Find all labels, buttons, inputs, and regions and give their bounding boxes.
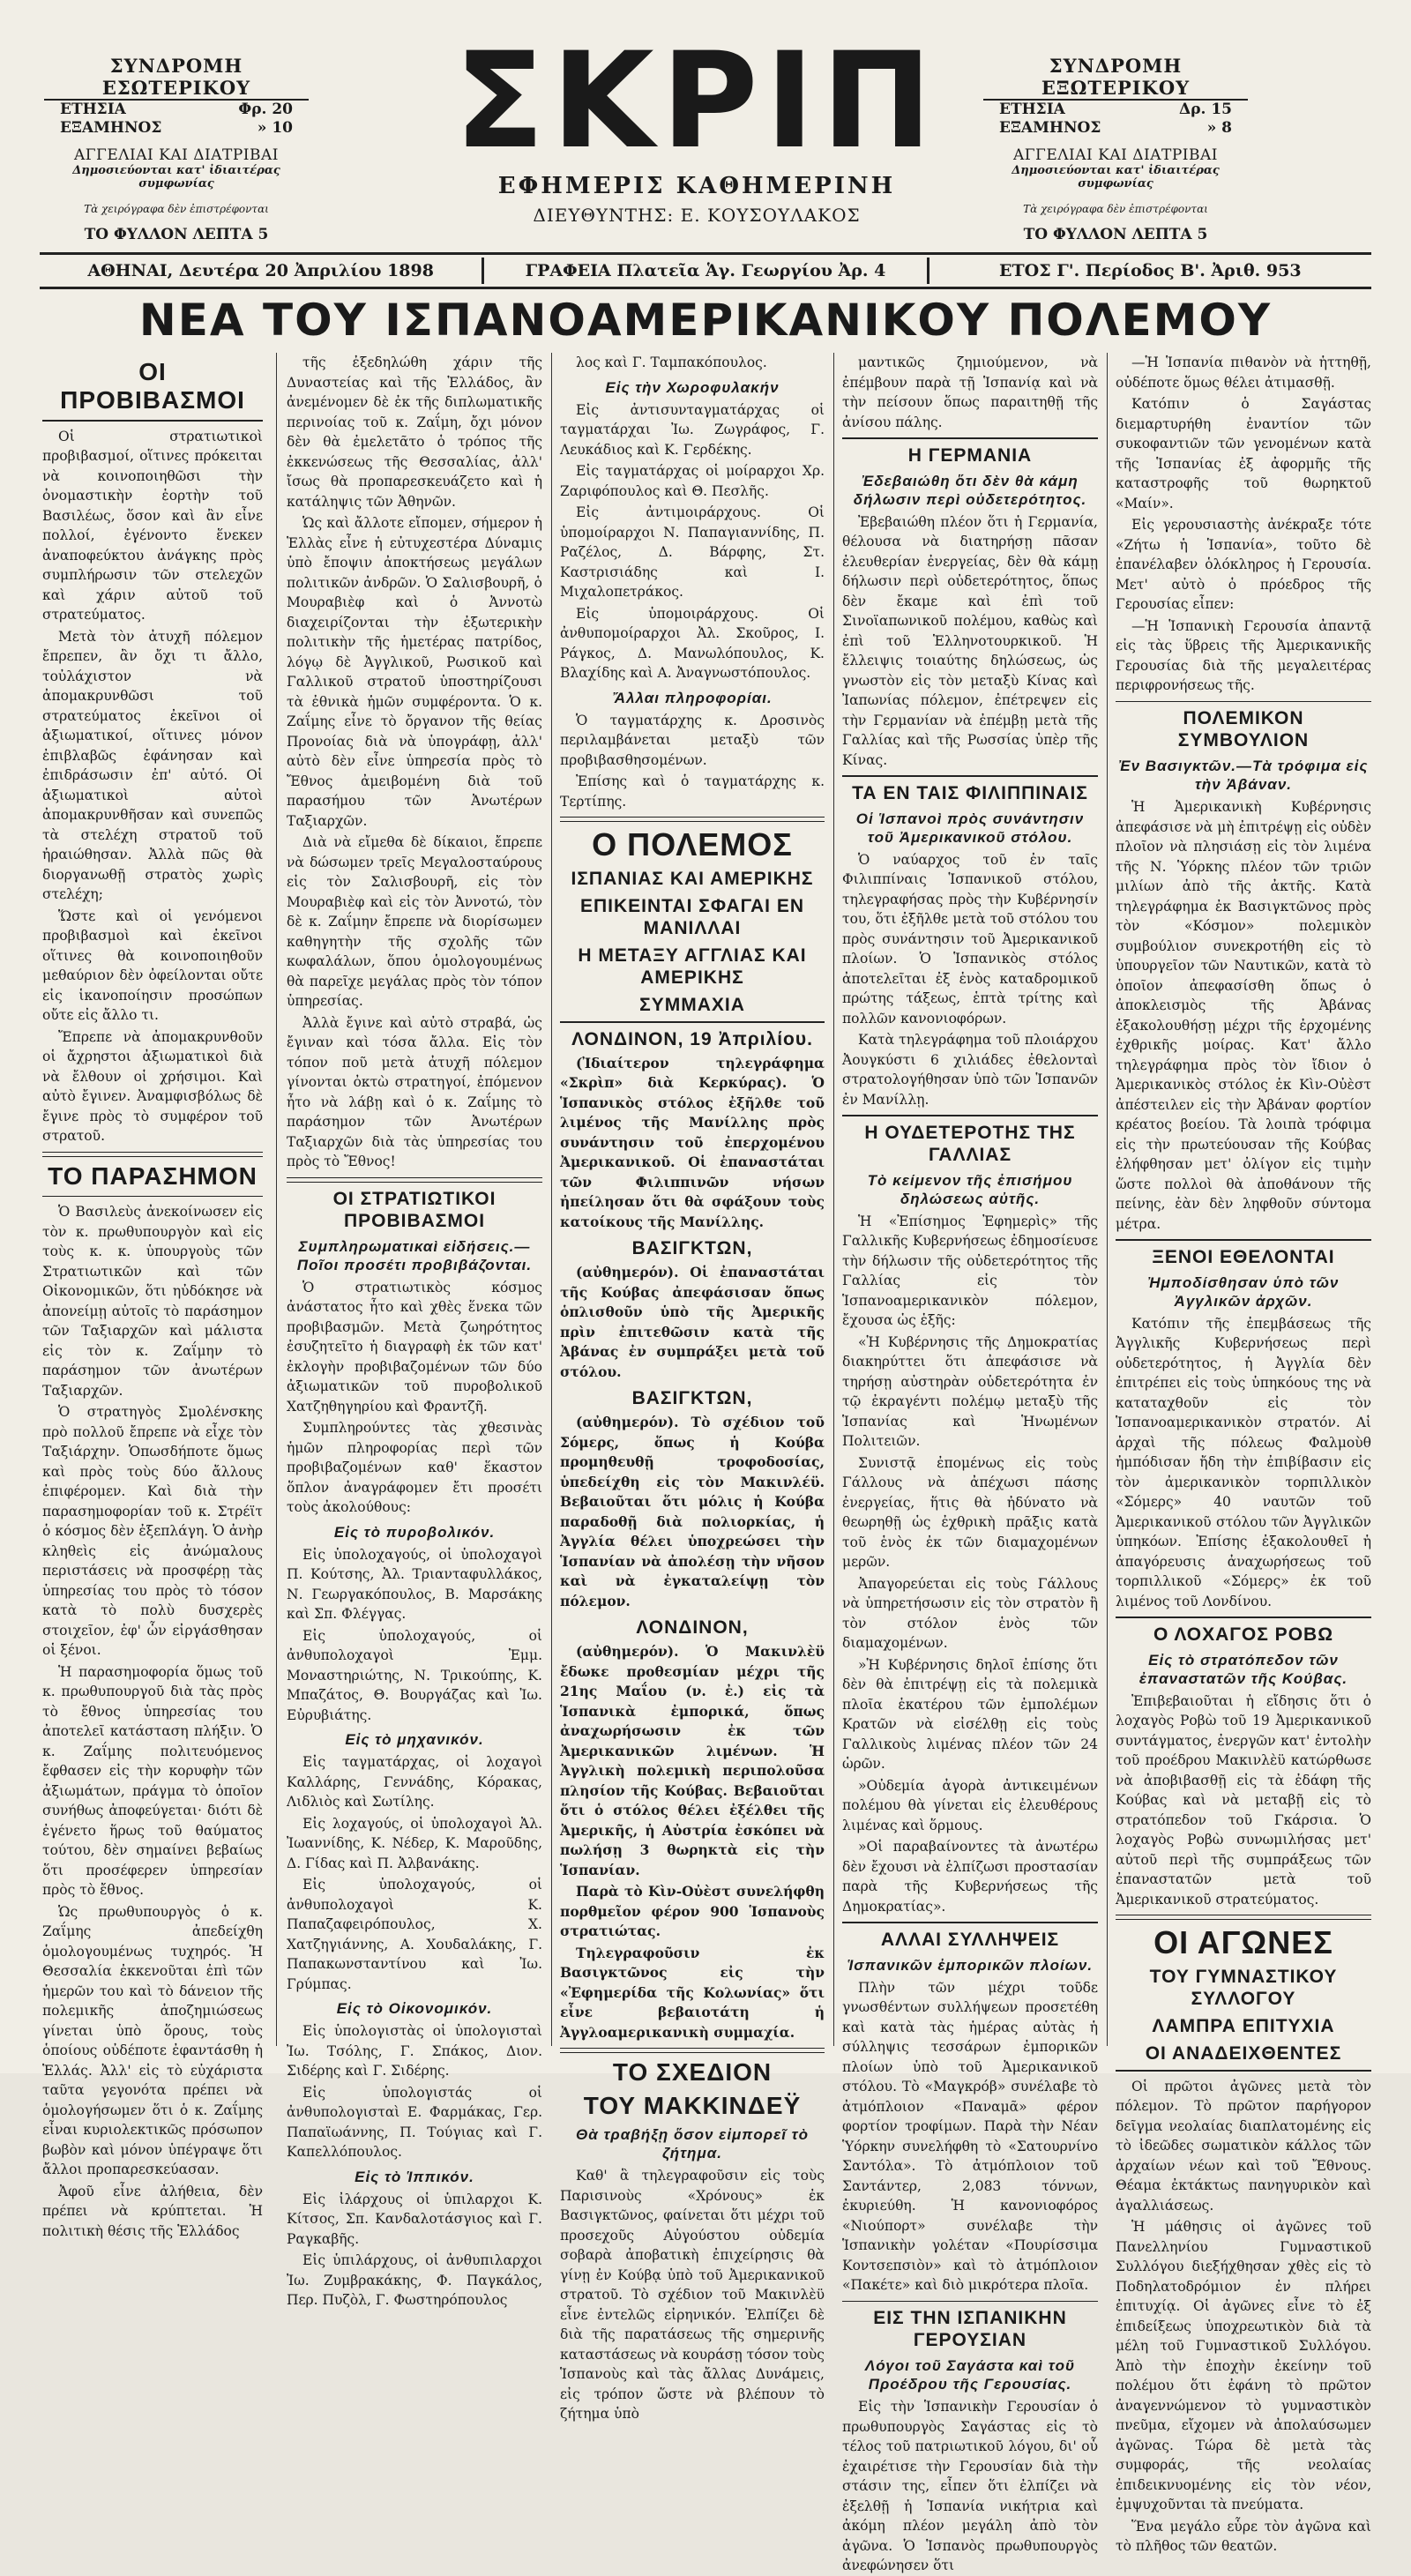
- article-paragraph: Εἰς ὑπολοχαγούς, οἱ ὑπολοχαγοὶ Π. Κούτσης, Ἀλ. Τριανταφυλλάκος, Ν. Γεωργακόπουλος, Β. Μαρσάκης καὶ Σπ. Φλέγγας.: [287, 1546, 542, 1622]
- subscription-box-foreign: [983, 55, 1248, 243]
- article-paragraph: Εἰς ταγματάρχας, οἱ λοχαγοὶ Καλλάρης, Γεννάδης, Κόρακας, Λιδλιὸς καὶ Σωτίλης.: [287, 1754, 542, 1810]
- headline-alliance: Η ΜΕΤΑΞΥ ΑΓΓΛΙΑΣ ΚΑΙ ΑΜΕΡΙΚΗΣ: [578, 945, 807, 988]
- article-paragraph: Παρὰ τὸ Κὶν-Οὐὲστ συνελήφθη πορθμεῖον φέρον 900 Ἱσπανοὺς στρατιώτας.: [560, 1883, 825, 1939]
- article-paragraph: Κατὰ τηλεγράφημα τοῦ πλοιάρχου Ἀουγκύστι 6 χιλιάδες ἐθελονταὶ στρατολογήθησαν ὑπὸ τῶν Ἱσπανῶν ἐν Μανίλλῃ.: [842, 1032, 1098, 1108]
- divider: [842, 775, 1098, 777]
- article-paragraph: Ἐπίσης καὶ ὁ ταγματάρχης κ. Τερτίπης.: [560, 773, 825, 810]
- column-rule: [276, 353, 277, 2046]
- article-paragraph: Μετὰ τὸν ἀτυχῆ πόλεμον ἔπρεπεν, ἂν ὄχι τι ἄλλο, τοὐλάχιστον νὰ ἀπομακρυνθῶσι τοῦ στρατεύματος ἐκεῖνοι οἱ ἀξιωματικοί, οἵτινες μόνον ἐπιβλαβῶς ἐφάνησαν καὶ ἐπιδράσωσιν ἐπ' αὐτό. Οἱ ἀξιωματικοὶ αὐτοὶ ἀπομακρυνθῆσαν καὶ συνεπῶς τὰ στελέχη στρατοῦ τοῦ ἠραιώθησαν. Ἀλλὰ πῶς θὰ διοργανωθῇ στρατὸς χωρὶς στελέχη;: [42, 628, 263, 902]
- column-1: [42, 353, 263, 2239]
- subheadline: Τὸ κείμενον τῆς ἐπισήμου δηλώσεως αὐτῆς.: [867, 1171, 1073, 1207]
- subscription-row: ΕΤΗΣΙΑ Δρ. 15: [999, 101, 1232, 118]
- article-paragraph: Ἀπαγορεύεται εἰς τοὺς Γάλλους νὰ ὑπηρετήσωσιν εἰς τὸν στρατὸν ἢ τὸν στόλον ἑνὸς τῶν διαμαχομένων.: [842, 1575, 1098, 1651]
- section-label: Εἰς τὴν Χωροφυλακήν: [605, 378, 780, 396]
- section-label: Ἄλλαι πληροφορίαι.: [612, 689, 773, 706]
- column-rule: [1107, 353, 1108, 2046]
- article-paragraph: (Ἰδιαίτερον τηλεγράφημα «Σκρὶπ» διὰ Κερκύρας). Ὁ Ἱσπανικὸς στόλος ἐξῆλθε τοῦ λιμένος τῆς Μανίλλης πρὸς συνάντησιν τοῦ ἐπερχομένου Ἀμερικανικοῦ. Οἱ ἐπαναστάται τῶν Φιλιππινῶν νήσων ἠπείλησαν ὅτι θὰ σφάξουν τοὺς κατοίκους τῆς Μανίλλης.: [560, 1054, 825, 1230]
- article-paragraph: μαντικῶς ζημιούμενον, νὰ ἐπέμβουν παρὰ τῇ Ἱσπανίᾳ καὶ νὰ τὴν πείσουν ὅπως παραιτηθῇ τῆς ἀνίσου πάλης.: [842, 355, 1098, 430]
- headline-promotions: ΟΙ ΠΡΟΒΙΒΑΣΜΟΙ: [60, 358, 245, 414]
- headline-brilliant-success: ΛΑΜΠΡΑ ΕΠΙΤΥΧΙΑ: [1152, 2016, 1335, 2036]
- article-paragraph: Εἰς ὑπολογιστάς οἱ ἀνθυπολογισταὶ Ε. Φαρμάκας, Γερ. Παπαϊωάννης, Π. Τούγιας καὶ Γ. Καπελλόπουλος.: [287, 2084, 542, 2160]
- divider: [842, 1922, 1098, 1923]
- article-paragraph: Ὁ στρατηγὸς Σμολένσκης πρὸ πολλοῦ ἔπρεπε νὰ εἶχε τὸν Ταξιάρχην. Ὁπωσδήποτε ὅμως καὶ πρὸς τοὺς δύο ἄλλους ἐπιφέρομεν. Καὶ διὰ τὴν παρασημοφορίαν τοῦ κ. Στρέϊτ ὁ κόσμος δὲν ἐξεπλάγη. Ὁ ἀνὴρ κληθεὶς εἰς ἀνώμαλους περιστάσεις νὰ προσφέρῃ τὰς ὑπηρεσίας του πρὸς τὸ τόσον κατὰ τὸ πολὺ δυσχερὲς στοιχεῖον, ἐφ' ὧν εἰργάσθησαν οἱ ξένοι.: [42, 1404, 263, 1658]
- column-5: [1116, 353, 1371, 2554]
- article-paragraph: Ἀλλὰ ἔγινε καὶ αὐτὸ στραβά, ὡς ἔγιναν καὶ τόσα ἄλλα. Εἰς τὸν τόπον ποῦ μετὰ ἀτυχῆ πόλεμον γίνονται ὀκτὼ στρατηγοί, ἐπόμενον ἦτο νὰ λάβῃ καὶ ὁ κ. Ζαΐμης τὸ παράσημον τῶν Ἀνωτέρων Ταξιαρχῶν διὰ τὰς ὑπηρεσίας του πρὸς τὸ Ἔθνος!: [287, 1014, 542, 1169]
- article-paragraph: Διὰ νὰ εἴμεθα δὲ δίκαιοι, ἔπρεπε νὰ δώσωμεν τρεῖς Μεγαλοσταύρους εἰς τὸν Σαλισβουρῆ, εἰς τὸν Μουραβιὲφ καὶ εἰς τὸν Ἀννοτώ, τὸν δὲ κ. Ζαΐμην ἔπρεπε νὰ διορίσωμεν καθηγητὴν τῆς σχολῆς τῶν κωφαλάλων, ὅπου ὁμολογουμένως θὰ παρεῖχε μεγάλας πρὸς τὸν τόπον ὑπηρεσίας.: [287, 834, 542, 1009]
- section-label: Εἰς τὸ πυροβολικόν.: [333, 1523, 496, 1541]
- article-paragraph: »Οὐδεμία ἀγορὰ ἀντικειμένων πολέμου θὰ γίνεται εἰς ἐλευθέρους λιμένας καὶ ὅρμους.: [842, 1777, 1098, 1833]
- article-paragraph: Ἀφοῦ εἶνε ἀλήθεια, δὲν πρέπει νὰ κρύπτεται. Ἡ πολιτικὴ θέσις τῆς Ἑλλάδος: [42, 2183, 263, 2239]
- newspaper-title: ΣΚΡΙΠ: [454, 25, 939, 178]
- article-paragraph: (αὐθημερόν). Οἱ ἐπαναστάται τῆς Κούβας ἀπεφάσισαν ὅπως ὁπλισθοῦν ὑπὸ τῆς Ἀμερικῆς πρὶν ἐπιτεθῶσιν κατὰ τῆς Ἀβάνας ἐν συμπράξει μετὰ τοῦ στόλου.: [560, 1264, 825, 1380]
- article-paragraph: «Ἡ Κυβέρνησις τῆς Δημοκρατίας διακηρύττει ὅτι ἀπεφάσισε νὰ τηρήσῃ αὐστηρὰν οὐδετερότητα ἐν τῷ ἐκραγέντι πολέμῳ μεταξὺ τῆς Ἱσπανίας καὶ Ἡνωμένων Πολιτειῶν.: [842, 1333, 1098, 1449]
- article-paragraph: Ὥστε καὶ οἱ γενόμενοι προβιβασμοὶ καὶ ἐκεῖνοι οἵτινες θὰ κοινοποιηθοῦν μεθαύριον δὲν ὀφείλονται οὔτε εἰς ἱκανοποίησιν προσώπων οὔτε εἰς ἄλλο τι.: [42, 907, 263, 1023]
- headline-france-neutrality: Η ΟΥΔΕΤΕΡΟΤΗΣ ΤΗΣ ΓΑΛΛΙΑΣ: [864, 1122, 1076, 1165]
- headline-manila: ΕΠΙΚΕΙΝΤΑΙ ΣΦΑΓΑΙ ΕΝ ΜΑΝΙΛΛΑΙ: [579, 896, 805, 938]
- article-paragraph: λος καὶ Γ. Ταμπακόπουλος.: [576, 355, 767, 370]
- headline-decoration: ΤΟ ΠΑΡΑΣΗΜΟΝ: [48, 1161, 258, 1190]
- ads-heading: ΑΓΓΕΛΙΑΙ ΚΑΙ ΔΙΑΤΡΙΒΑΙ: [1012, 146, 1218, 164]
- article-paragraph: Ὡς καὶ ἄλλοτε εἴπομεν, σήμερον ἡ Ἑλλὰς εἶνε ἡ εὐτυχεστέρα Δύναμις ὑπὸ ἔποψιν ἀποκτήσεως μεγάλων πολιτικῶν ἀνδρῶν. Ὁ Σαλισβουρῆ, ὁ Μουραβιὲφ καὶ ὁ Ἀννοτὼ διαχειρίζονται τὴν ἐξωτερικὴν πολιτικὴν τῆς ἡμετέρας πατρίδος, λόγῳ δὲ Ἀγγλικοῦ, Ρωσικοῦ καὶ Γαλλικοῦ στρατοῦ ὑποστηρίζουσι τὰ ἐθνικὰ ἡμῶν συμφέροντα. Ὁ κ. Ζαΐμης εἶνε τὸ ὄργανον τῆς θείας Προνοίας διὰ νὰ ὑπογράφῃ, ἀλλ' αὐτὸ δὲν εἶνε ὑπηρεσία πρὸς τὸ Ἔθνος ἀμειβομένη διὰ τοῦ παρασήμου τῶν Ἀνωτέρων Ταξιαρχῶν.: [287, 515, 542, 829]
- article-paragraph: Συμπληρούντες τὰς χθεσινὰς ἡμῶν πληροφορίας περὶ τῶν προβιβαζομένων καθ' ἕκαστον ὅπλον ἀναγράφομεν ἔτι προσέτι τοὺς ἀκολούθους:: [287, 1420, 542, 1515]
- headline-military-promotions: ΟΙ ΣΤΡΑΤΙΩΤΙΚΟΙ ΠΡΟΒΙΒΑΣΜΟΙ: [332, 1188, 496, 1231]
- article-paragraph: —Ἡ Ἱσπανικὴ Γερουσία ἀπαντᾷ εἰς τὰς ὕβρεις τῆς Ἀμερικανικῆς Γερουσίας διὰ τῆς μεγαλειτέρας περιφρονήσεως τῆς.: [1116, 617, 1371, 693]
- subheadline: Ἐν Βασιγκτῶν.—Τὰ τρόφιμα εἰς τὴν Ἀβάναν.: [1118, 758, 1369, 793]
- headline-spanish-senate: ΕΙΣ ΤΗΝ ΙΣΠΑΝΙΚΗΝ ΓΕΡΟΥΣΙΑΝ: [873, 2308, 1067, 2350]
- article-paragraph: Εἰς ὑπολογιστὰς οἱ ὑπολογισταὶ Ἰω. Τσόλης, Γ. Σπάκος, Διον. Σιδέρης καὶ Γ. Σιδέρης.: [287, 2023, 542, 2079]
- article-paragraph: »Οἱ παραβαίνοντες τὰ ἀνωτέρω δὲν ἔχουσι νὰ ἐλπίζωσι προστασίαν παρὰ τῆς Κυβερνήσεως τῆς Δημοκρατίας».: [842, 1839, 1098, 1915]
- article-paragraph: Ἐπιβεβαιοῦται ἡ εἴδησις ὅτι ὁ λοχαγὸς Ροβὼ τοῦ 19 Ἀμερικανικοῦ συντάγματος, ἐνεργῶν κατ' ἐντολὴν τοῦ προέδρου Μακινλὲϋ κατώρθωσε νὰ ἀποβιβασθῇ εἰς τὰ ἐδάφη τῆς Κούβας καὶ νὰ μεταβῇ εἰς τὸ στρατόπεδον τοῦ Γκάρσια. Ὁ λοχαγὸς Ροβὼ συνωμιλήσας μετ' αὐτοῦ περὶ τῆς συμπράξεως τῶν ἐπαναστατῶν μετὰ τοῦ Ἀμερικανικοῦ στρατεύματος.: [1116, 1692, 1371, 1908]
- article-paragraph: Κατόπιν τῆς ἐπεμβάσεως τῆς Ἀγγλικῆς Κυβερνήσεως περὶ οὐδετερότητος, ἡ Ἀγγλία δὲν ἐπιτρέπει εἰς τοὺς ὑπηκόους της νὰ καταταχθοῦν εἰς τὸν Ἱσπανοαμερικανικὸν στρατόν. Αἱ ἀρχαὶ τῆς πόλεως Φαλμοὺθ ἠμπόδισαν ἤδη τὴν ἐπιβίβασιν εἰς τὸν ἀμερικανικὸν τορπιλλικὸν «Σόμερς» 40 ναυτῶν τοῦ Ἀμερικανικοῦ στόλου τῶν Ἀγγλικῶν ὑπηκόων. Ἐπίσης ἐξακολουθεῖ ἡ ἀπαγόρευσις ἀναχωρήσεως τοῦ τορπιλλικοῦ «Σόμερς» ἐκ τοῦ λιμένος τοῦ Λονδίνου.: [1116, 1315, 1371, 1609]
- article-paragraph: Ὡς πρωθυπουργὸς ὁ κ. Ζαΐμης ἀπεδείχθη ὁμολογουμένως τυχηρός. Ἡ Θεσσαλία ἐκκενοῦται ἐπὶ τῶν ἡμερῶν του καὶ τὸ δάνειον τῆς πολεμικῆς ἀποζημιώσεως γίνεται ὑπὸ ὅρους, τοὺς ὁποίους οὐδέποτε ἐφαντάσθη ἡ Ἑλλάς. Ἀλλ' εἰς τὸ εὐχάριστα ταῦτα γεγονότα πρέπει νὰ ὁμολογήσωμεν ὅτι ὁ κ. Ζαΐμης εἶναι κυριολεκτικῶς πρόσωπον βωβὸν καὶ μόνον ὑπέγραψε ὅτι ἄλλοι προπαρεσκεύασαν.: [42, 1903, 263, 2177]
- divider: [560, 1021, 825, 1023]
- article-paragraph: Ὁ ταγματάρχης κ. Δροσινὸς περιλαμβάνεται μεταξὺ τῶν προβιβασθησομένων.: [560, 712, 825, 768]
- subscription-row: ΕΞΑΜΗΝΟΣ » 10: [60, 119, 293, 137]
- divider: [1116, 701, 1371, 703]
- column-rule: [551, 353, 552, 2046]
- subheadline: Θὰ τραβήξῃ ὅσον εἰμπορεῖ τὸ ζήτημα.: [576, 2126, 809, 2162]
- section-label: Εἰς τὸ μηχανικόν.: [345, 1731, 484, 1748]
- ads-heading: ΑΓΓΕΛΙΑΙ ΚΑΙ ΔΙΑΤΡΙΒΑΙ: [73, 146, 279, 164]
- article-paragraph: Ἔπρεπε νὰ ἀπομακρυνθοῦν οἱ ἄχρηστοι ἀξιωματικοὶ διὰ νὰ ἔλθουν οἱ χρήσιμοι. Καὶ αὐτὸ ἔγινεν. Ἀναμφισβόλως δὲ ἔγινε πρὸς τὸ συμφέρον τοῦ στρατοῦ.: [42, 1028, 263, 1144]
- article-paragraph: Ὁ Βασιλεὺς ἀνεκοίνωσεν εἰς τὸν κ. πρωθυπουργὸν καὶ εἰς τοὺς κ. κ. ὑπουργοὺς τῶν Στρατιωτικῶν καὶ τῶν Οἰκονομικῶν, ὅτι ηὐδόκησε νὰ ἀπονείμῃ αὐτοῖς τὸ παράσημον τῶν Ταξιαρχῶν καὶ μάλιστα εἰς τὸν κ. Ζαΐμην τὸ παράσημον τῶν ἀνωτέρων Ταξιαρχῶν.: [42, 1204, 263, 1399]
- headline-mckinley: ΤΟΥ ΜΑΚΚΙΝΔΕΫ: [583, 2092, 802, 2119]
- article-paragraph: Εἰς ὑπολοχαγούς, οἱ ἀνθυπολοχαγοὶ Ἐμμ. Μοναστηριώτης, Ν. Τρικούπης, Κ. Μπαζάτος, Θ. Βουργάζας καὶ Ἰω. Εὐρυβιάτης.: [287, 1627, 542, 1723]
- article-paragraph: Εἰς λοχαγούς, οἱ ὑπολοχαγοὶ Ἀλ. Ἰωαννίδης, Κ. Νέδερ, Κ. Μαροῦδης, Δ. Γίδας καὶ Π. Ἀλβανάκης.: [287, 1815, 542, 1871]
- article-paragraph: Ἡ μάθησις οἱ ἀγῶνες τοῦ Πανελληνίου Γυμναστικοῦ Συλλόγου διεξήχθησαν χθὲς εἰς τὸ Ποδηλατοδρόμιον ἐν πλήρει ἐπιτυχίᾳ. Οἱ ἀγῶνες εἶνε τὸ ἐξ ἐπιδείξεως ὑποχρεωτικὸν διὰ τὰ μέλη τοῦ Γυμναστικοῦ Συλλόγου. Ἀπὸ τὴν ἐποχὴν ἐκείνην τοῦ πολέμου ὅτι ἐφάνη τὸ πρῶτον ἀναγεννώμενον τὸ γυμναστικὸν πνεῦμα, εἴχομεν νὰ ἀπολαύσωμεν ἀγῶνας. Τώρα δὲ μετὰ τὰς συμφοράς, τῆς νεολαίας ἐπιδεικνυομένης εἰς τὸν νέον, ἐμψυχοῦνται τὰ πνεύματα.: [1116, 2219, 1371, 2513]
- column-3: [560, 353, 825, 2422]
- divider: [42, 1196, 263, 1198]
- divider: [842, 437, 1098, 439]
- divider: [560, 2048, 825, 2053]
- article-paragraph: »Ἡ Κυβέρνησις δηλοῖ ἐπίσης ὅτι δὲν θὰ ἐπιτρέψῃ εἰς τὰ πολεμικὰ πλοῖα ἑκατέρου τῶν ἐμπολέμων Κρατῶν νὰ εἰσέλθῃ εἰς τοὺς Γαλλικοὺς λιμένας πλέον τῶν 24 ὡρῶν.: [842, 1656, 1098, 1772]
- subheadline: Λόγοι τοῦ Σαγάστα καὶ τοῦ Προέδρου τῆς Γερουσίας.: [864, 2357, 1076, 2393]
- issue-price: ΤΟ ΦΥΛΛΟΝ ΛΕΠΤΑ 5: [1023, 226, 1208, 243]
- article-paragraph: Ἐβεβαιώθη πλέον ὅτι ἡ Γερμανία, θέλουσα νὰ διατηρήσῃ πᾶσαν ἐλευθερίαν ἐνεργείας, δὲν θὰ κάμῃ δήλωσιν περὶ οὐδετερότητος, ὅπως δὲν ἔκαμε καὶ ἐπὶ τοῦ Σινοϊαπωνικοῦ πολέμου, καθὼς καὶ ἐπὶ τοῦ Ἑλληνοτουρκικοῦ. Ἡ ἔλλειψις τοιαύτης δηλώσεως, ὡς γνωστὸν εἰς τὸν μεταξὺ Κίνας καὶ Ἰαπωνίας πόλεμον, ἐπέτρεψεν εἰς τὴν Γερμανίαν νὰ ἐπέμβῃ μετὰ τῆς Γαλλίας καὶ τῆς Ρωσσίας ὑπὲρ τῆς Κίνας.: [842, 513, 1098, 768]
- article-paragraph: Οἱ πρῶτοι ἀγῶνες μετὰ τὸν πόλεμον. Τὸ πρῶτον παρήγορον δεῖγμα νεολαίας διαπλατομένης εἰς τὸ ἰδεῶδες σωματικὸν κάλλος τῶν ἀρχαίων νέων καὶ τοῦ Ἔθνους. Θέαμα ἐκτάκτως πανηγυρικὸν καὶ ἀγαλλιάσεως.: [1116, 2078, 1371, 2214]
- headline-winners: ΟΙ ΑΝΑΔΕΙΧΘΕΝΤΕΣ: [1145, 2043, 1342, 2064]
- article-paragraph: Οἱ στρατιωτικοὶ προβιβασμοί, οἵτινες πρόκειται νὰ κοινοποιηθῶσι τὴν ὀνομαστικὴν ἑορτὴν τοῦ Βασιλέως, ὅσον καὶ ἂν εἶνε πολλοί, ἐγένοντο ἕνεκεν ἀναποφεύκτου ἀνάγκης πρὸς συμπλήρωσιν τῶν στελεχῶν καὶ χάριν αὐτοῦ τοῦ στρατεύματος.: [42, 428, 263, 623]
- divider: [1116, 1617, 1371, 1618]
- subscription-row: ΕΤΗΣΙΑ Φρ. 20: [60, 101, 293, 118]
- issue-number: ΕΤΟΣ Γ'. Περίοδος Β'. Ἀριθ. 953: [999, 261, 1302, 280]
- headline-the-games: ΟΙ ΑΓΩΝΕΣ: [1153, 1924, 1333, 1960]
- front-page-banner: ΝΕΑ ΤΟΥ ΙΣΠΑΝΟΑΜΕΡΙΚΑΝΙΚΟΥ ΠΟΛΕΜΟΥ: [138, 295, 1273, 346]
- headline-plan: ΤΟ ΣΧΕΔΙΟΝ: [612, 2058, 773, 2086]
- article-paragraph: Κατόπιν ὁ Σαγάστας διεμαρτυρήθη ἐναντίον τῶν συκοφαντιῶν τῶν γενομένων κατὰ τῆς Ἱσπανίας ἐξ ἀφορμῆς τῆς καταστροφῆς τοῦ θωρηκτοῦ «Μαίν».: [1116, 396, 1371, 511]
- subscription-title: ΣΥΝΔΡΟΜΗ ΕΣΩΤΕΡΙΚΟΥ: [44, 55, 309, 101]
- subheadline: Οἱ Ἱσπανοὶ πρὸς συνάντησιν τοῦ Ἀμερικανικοῦ στόλου.: [855, 810, 1085, 846]
- article-paragraph: (αὐθημερόν). Τὸ σχέδιον τοῦ Σόμερς, ὅπως ἡ Κούβα προμηθευθῇ τροφοδοσίας, ὑπεδείχθη εἰς τὸν Μακινλέϋ. Βεβαιοῦται ὅτι μόλις ἡ Κούβα παραδοθῇ διὰ πολιορκίας, ἡ Ἀγγλία θέλει ὑποχρεώσει τὴν Ἱσπανίαν νὰ ἀπολέσῃ τὴν νῆσον καὶ νὰ ἐγκαταλείψῃ τὸν πόλεμον.: [560, 1414, 825, 1609]
- article-paragraph: Εἰς γερουσιαστὴς ἀνέκραξε τότε «Ζήτω ἡ Ἱσπανία», τοῦτο δὲ ἐπανέλαβεν ὁλόκληρος ἡ Γερουσία. Μετ' αὐτὸ ὁ πρόεδρος τῆς Γερουσίας εἶπεν:: [1116, 517, 1371, 612]
- article-paragraph: Εἰς ὑπιλάρχους, οἱ ἀνθυπιλαρχοι Ἰω. Ζυμβρακάκης, Φ. Παγκάλος, Περ. Πυζὸλ, Γ. Φωστηρόπουλος: [287, 2252, 542, 2308]
- subscription-title: ΣΥΝΔΡΟΜΗ ΕΞΩΤΕΡΙΚΟΥ: [983, 55, 1248, 101]
- article-paragraph: Συνιστᾷ ἐπομένως εἰς τοὺς Γάλλους νὰ ἀπέχωσι πάσης ἐνεργείας, ἥτις θὰ ἠδύνατο νὰ θεωρηθῇ ὡς ἐχθρικὴ πρᾶξις κατὰ τοῦ ἑνὸς ἐκ τῶν διαμαχομένων μερῶν.: [842, 1454, 1098, 1570]
- dispatch-dateline: ΒΑΣΙΓΚΤΩΝ,: [631, 1388, 753, 1408]
- subheadline: Ἐδεβαιώθη ὅτι δὲν θὰ κάμη δήλωσιν περὶ οὐδετερότητος.: [853, 472, 1087, 508]
- headline-other-captures: ΑΛΛΑΙ ΣΥΛΛΗΨΕΙΣ: [880, 1929, 1060, 1950]
- masthead: [379, 25, 1014, 226]
- column-4: [842, 353, 1098, 2573]
- divider: [42, 1152, 263, 1157]
- subheadline: Συμπληρωματικαὶ εἰδήσεις.—Ποῖοι προσέτι προβιβάζονται.: [296, 1237, 533, 1273]
- manuscripts-note: Τὰ χειρόγραφα δὲν ἐπιστρέφονται: [84, 203, 269, 215]
- article-paragraph: Ἡ «Ἐπίσημος Ἐφημερὶς» τῆς Γαλλικῆς Κυβερνήσεως ἐδημοσίευσε τὴν δήλωσιν τῆς οὐδετερότητος τῆς Γαλλίας εἰς τὸν Ἱσπανοαμερικανικὸν πόλεμον, ἔχουσα ὡς ἑξῆς:: [842, 1213, 1098, 1328]
- article-paragraph: Εἰς ὑπομοιράρχους. Οἱ ἀνθυπομοίραρχοι Ἀλ. Σκοῦρος, Ι. Ράγκος, Δ. Μανωλόπουλος, Κ. Βλαχίδης καὶ Α. Ἀναγνωστόπουλος.: [560, 605, 825, 681]
- headline-philippines: ΤΑ ΕΝ ΤΑΙΣ ΦΙΛΙΠΠΙΝΑΙΣ: [852, 782, 1088, 803]
- dispatch-dateline: ΛΟΝΔΙΝΟΝ,: [636, 1617, 749, 1638]
- divider: [42, 420, 263, 422]
- issue-date: ΑΘΗΝΑΙ, Δευτέρα 20 Ἀπριλίου 1898: [87, 261, 434, 280]
- subheadline: Ἠμποδίσθησαν ὑπὸ τῶν Ἀγγλικῶν ἀρχῶν.: [1147, 1273, 1340, 1310]
- headline-captain-rowan: Ο ΛΟΧΑΓΟΣ ΡΟΒΩ: [1153, 1624, 1334, 1645]
- article-paragraph: (αὐθημερόν). Ὁ Μακινλὲϋ ἔδωκε προθεσμίαν μέχρι τῆς 21ης Μαΐου (ν. ἐ.) εἰς τὰ Ἱσπανικὰ ἐμπορικά, ὅπως ἀναχωρήσωσιν ἐκ τῶν Ἀμερικανικῶν λιμένων. Ἡ Ἀγγλικὴ πολεμικὴ περιπολοῦσα πλησίον τῆς Κούβας. Βεβαιοῦται ὅτι ὁ στόλος θέλει ἐξέλθει τῆς Ἀμερικῆς, ἡ Αὐστρία ἐσκόπει νὰ πωλήσῃ 3 θωρηκτὰ εἰς τὴν Ἱσπανίαν.: [560, 1643, 825, 1878]
- article-paragraph: Εἰς ὑπολοχαγούς, οἱ ἀνθυπολοχαγοὶ Κ. Παπαζαφειρόπουλος, Χ. Χατζηγιάννης, Α. Χουδαλάκης, Γ. Παπακωνσταντίνου καὶ Ἰω. Γρύμπας.: [287, 1877, 542, 1992]
- dateline-bar: [40, 252, 1371, 289]
- article-paragraph: Ἡ παρασημοφορία ὅμως τοῦ κ. πρωθυπουργοῦ διὰ τὰς πρὸς τὸ ἔθνος ὑπηρεσίας του ἀποτελεῖ κατάσταση πλήξιν. Ὁ κ. Ζαΐμης πολιτευόμενος ἔφθασεν εἰς τὴν κορυφὴν τῶν ἀξιωμάτων, πράγμα τὸ ὁποῖον συνήθως ἀποφεύγεται· διότι δὲ ἐγένετο ἥρως τοῦ θαύματος τούτου, δὲν σημαίνει βεβαίως ὅτι προσέφερεν ὑπηρεσίαν πρὸς τὸ ἔθνος.: [42, 1663, 263, 1898]
- headline-war-council: ΠΟΛΕΜΙΚΟΝ ΣΥΜΒΟΥΛΙΟΝ: [1177, 708, 1310, 750]
- article-paragraph: Εἰς ταγματάρχας οἱ μοίραρχοι Χρ. Ζαριφόπουλος καὶ Θ. Πεσλῆς.: [560, 463, 825, 499]
- column-rule: [833, 353, 834, 2046]
- subheadline: Ἱσπανικῶν ἐμπορικῶν πλοίων.: [847, 1956, 1094, 1974]
- issue-price: ΤΟ ΦΥΛΛΟΝ ΛΕΠΤΑ 5: [84, 226, 269, 243]
- divider: [842, 2301, 1098, 2303]
- section-label: Εἰς τὸ Ἱππικόν.: [355, 2168, 474, 2185]
- article-paragraph: Εἰς ἰλάρχους οἱ ὑπιλαρχοι Κ. Κίτσος, Σπ. Κανδαλοτάσγιος καὶ Γ. Ραγκαβῆς.: [287, 2191, 542, 2247]
- subscription-row: ΕΞΑΜΗΝΟΣ » 8: [999, 119, 1232, 137]
- column-2: [287, 353, 542, 2308]
- headline-foreign-volunteers: ΞΕΝΟΙ ΕΘΕΛΟΝΤΑΙ: [1152, 1246, 1335, 1267]
- newspaper-subtitle: ΕΦΗΜΕΡΙΣ ΚΑΘΗΜΕΡΙΝΗ: [497, 173, 896, 199]
- article-paragraph: τῆς ἐξεδηλώθη χάριν τῆς Δυναστείας καὶ τῆς Ἑλλάδος, ἂν ἀνεμένομεν δὲ ἐκ τῆς διπλωματικῆς περινοίας τοῦ κ. Ζαΐμη, ὄχι μόνον δὲν θὰ ἐμελετᾶτο ὁ τρόπος τῆς ἐκκενώσεως τῆς Θεσσαλίας, ἀλλ' ἴσως θὰ προπαρεσκευάζετο καὶ ἡ κατάληψις τῶν Ἀθηνῶν.: [287, 355, 542, 510]
- article-paragraph: Εἰς ἀντιμοιράρχους. Οἱ ὑπομοίραρχοι Ν. Παπαγιαννίδης, Π. Ραζέλος, Δ. Βάρφης, Στ. Καστρισιάδης καὶ Ι. Μιχαλοπετράκος.: [560, 504, 825, 600]
- subheadline: Εἰς τὸ στρατόπεδον τῶν ἐπαναστατῶν τῆς Κούβας.: [1139, 1651, 1348, 1687]
- article-paragraph: Ἡ Ἀμερικανικὴ Κυβέρνησις ἀπεφάσισε νὰ μὴ ἐπιτρέψῃ εἰς οὐδὲν πλοῖον νὰ πλησιάσῃ εἰς τὸν λιμένα τῆς Ν. Ὑόρκης πλέον τῶν τριῶν μιλίων ἀπὸ τῆς ἀκτῆς. Κατὰ τηλεγράφημα ἐκ Βασιγκτῶνος πρὸς τὸν «Κόσμον» πολεμικὸν συμβούλιον συνεκροτήθη εἰς τὸ ὑπουργεῖον τῶν Ναυτικῶν, κατὰ τὸ ὁποῖον ἀπεφασίσθη ὅπως ὁ ἀποκλεισμὸς τῆς Ἀβάνας ἐξακολουθήσῃ μέχρι τῆς ἐρχομένης ἐχθρικῆς μοίρας. Κατ' ἄλλο τηλεγράφημα πρὸς τὸν ἴδιον ὁ Ἀμερικανικὸς στόλος ἐκ Κὶν-Οὐὲστ ἀπέστειλεν εἰς τὴν Ἀβάναν φορτίον κρέατος βοείου. Τὰ λοιπὰ τρόφιμα εἰς τὴν πρωτεύουσαν τῆς Κούβας ἐλήφθησαν μετ' ὀλίγον εἰς τιμὴν ὥστε πολλοὶ θὰ ἀποθάνουν τῆς πείνης, ἐὰν δὲν ληφθοῦν σύντομα μέτρα.: [1116, 799, 1371, 1232]
- headline-the-war: Ο ΠΟΛΕΜΟΣ: [592, 826, 793, 862]
- manuscripts-note: Τὰ χειρόγραφα δὲν ἐπιστρέφονται: [1023, 203, 1208, 215]
- article-paragraph: Εἰς ἀντισυνταγματάρχας οἱ ταγματάρχαι Ἰω. Ζωγράφος, Γ. Λευκάδιος καὶ Κ. Γερδέκης.: [560, 401, 825, 458]
- dispatch-dateline: ΒΑΣΙΓΚΤΩΝ,: [631, 1238, 753, 1258]
- headline-spain-america: ΙΣΠΑΝΙΑΣ ΚΑΙ ΑΜΕΡΙΚΗΣ: [571, 869, 814, 889]
- editor-line: ΔΙΕΥΘΥΝΤΗΣ: Ε. ΚΟΥΣΟΥΛΑΚΟΣ: [533, 205, 861, 226]
- headline-gymnastic-club: ΤΟΥ ΓΥΜΝΑΣΤΙΚΟΥ ΣΥΛΛΟΓΟΥ: [1149, 1967, 1338, 2009]
- section-label: Εἰς τὸ Οἰκονομικόν.: [336, 2000, 493, 2017]
- article-paragraph: Ἕνα μεγάλο εὗρε τὸν ἀγῶνα καὶ τὸ πλῆθος τῶν θεατῶν.: [1116, 2518, 1371, 2554]
- article-paragraph: Καθ' ἃ τηλεγραφοῦσιν εἰς τοὺς Παρισινοὺς «Χρόνους» ἐκ Βασιγκτῶνος, φαίνεται ὅτι μέχρι τοῦ προσεχοῦς Αὐγούστου οὐδεμία σοβαρὰ ἀποβατικὴ ἐπιχείρησις θὰ γίνῃ ἐν Κούβᾳ ὑπὸ τοῦ Ἀμερικανικοῦ στρατοῦ. Τὸ σχέδιον τοῦ Μακινλὲϋ εἶνε ἐντελῶς εἰρηνικόν. Ἐλπίζει δὲ διὰ τῆς παρατάσεως τῆς σημερινῆς καταστάσεως νὰ κουράσῃ τόσον τοὺς Ἱσπανοὺς καὶ τὰς ἄλλας Δυνάμεις, εἰς τρόπον ὥστε νὰ βλέπουν τὸ ζήτημα ὑπὸ: [560, 2168, 825, 2422]
- divider: [1116, 1915, 1371, 1920]
- divider: [560, 817, 825, 822]
- article-paragraph: —Ἡ Ἱσπανία πιθανὸν νὰ ἡττηθῇ, οὐδέποτε ὅμως θέλει ἀτιμασθῇ.: [1116, 355, 1371, 391]
- dispatch-dateline: ΛΟΝΔΙΝΟΝ, 19 Ἀπριλίου.: [571, 1028, 813, 1049]
- article-paragraph: Πλὴν τῶν μέχρι τοῦδε γνωσθέντων συλλήψεων προσετέθη καὶ κατὰ τὰς ἡμέρας αὐτὰς ἡ σύλληψις τεσσάρων ἐμπορικῶν πλοίων ὑπὸ τοῦ Ἀμερικανικοῦ στόλου. Τὸ «Μαγκρόβ» συνέλαβε τὸ ἀτμόπλοιον «Παναμᾶ» φέρον φορτίον τροφίμων. Παρὰ τὴν Νέαν Ὑόρκην συνελήφθη τὸ «Σατουρνίνο Σαντόλα». Τὸ ἀτμόπλοιον τοῦ Σαντάντερ, 2,083 τόννων, ἐκυριεύθη. Ἡ κανονιοφόρος «Νιούπορτ» συνέλαβε τὴν Ἱσπανικὴν γολέταν «Πουρίσσιμα Κοντσεπσιὸν» καὶ τὸ ἀτμόπλοιον «Πακέτε» καὶ διὸ μικρότερα πλοῖα.: [842, 1979, 1098, 2293]
- ads-note: Δημοσιεύονται κατ' ἰδιαιτέρας συμφωνίας: [1012, 164, 1220, 190]
- article-paragraph: Τηλεγραφοῦσιν ἐκ Βασιγκτῶνος εἰς τὴν «Ἐφημερίδα τῆς Κολωνίας» ὅτι εἶνε βεβαιοτάτη ἡ Ἀγγλοαμερικανικὴ συμμαχία.: [560, 1944, 825, 2041]
- headline-alliance-2: ΣΥΜΜΑΧΙΑ: [639, 995, 745, 1015]
- ads-note: Δημοσιεύονται κατ' ἰδιαιτέρας συμφωνίας: [72, 164, 280, 190]
- divider: [1116, 2070, 1371, 2072]
- subscription-box-domestic: [44, 55, 309, 243]
- offices-address: ΓΡΑΦΕΙΑ Πλατεῖα Ἁγ. Γεωργίου Ἀρ. 4: [525, 261, 886, 280]
- article-paragraph: Ὁ στρατιωτικὸς κόσμος ἀνάστατος ἦτο καὶ χθὲς ἕνεκα τῶν προβιβασμῶν. Μετὰ ζωηρότητος ἐσυζητεῖτο ἡ διαγραφὴ ἐκ τῶν κατ' ἐκλογὴν προβιβαζομένων τῶν δύο ἀξιωματικῶν τοῦ πυροβολικοῦ Χατζηθηγηρίου καὶ Φραντζῆ.: [287, 1279, 542, 1415]
- divider: [287, 1177, 542, 1183]
- article-paragraph: Εἰς τὴν Ἱσπανικὴν Γερουσίαν ὁ πρωθυπουργὸς Σαγάστας εἰς τὸ τέλος τοῦ πατριωτικοῦ λόγου, δι' οὗ ἐχαιρέτισε τὴν Γερουσίαν διὰ τὴν στάσιν της, εἶπεν ὅτι ἐλπίζει νὰ ἐξελθῇ ἡ Ἱσπανία νικήτρια καὶ ἀκόμη πλέον μεγάλη ἀπὸ τὸν ἀγῶνα. Ὁ Ἱσπανὸς πρωθυπουργὸς ἀνεφώνησεν ὅτι: [842, 2399, 1098, 2573]
- article-paragraph: Ὁ ναύαρχος τοῦ ἐν ταῖς Φιλιππίναις Ἱσπανικοῦ στόλου, τηλεγραφήσας πρὸς τὴν Κυβέρνησίν του, ὅτι ἐξῆλθε μετὰ τοῦ στόλου του πρὸς συνάντησιν τοῦ Ἀμερικανικοῦ πλοίων. Ὁ Ἱσπανικὸς στόλος ἀποτελεῖται ἐξ ἑνὸς καταδρομικοῦ πρώτης τάξεως, ἑπτὰ τρίτης καὶ πολλῶν κανονιοφόρων.: [842, 851, 1098, 1027]
- divider: [842, 1115, 1098, 1116]
- divider: [1116, 1239, 1371, 1241]
- headline-germany: Η ΓΕΡΜΑΝΙΑ: [907, 444, 1033, 466]
